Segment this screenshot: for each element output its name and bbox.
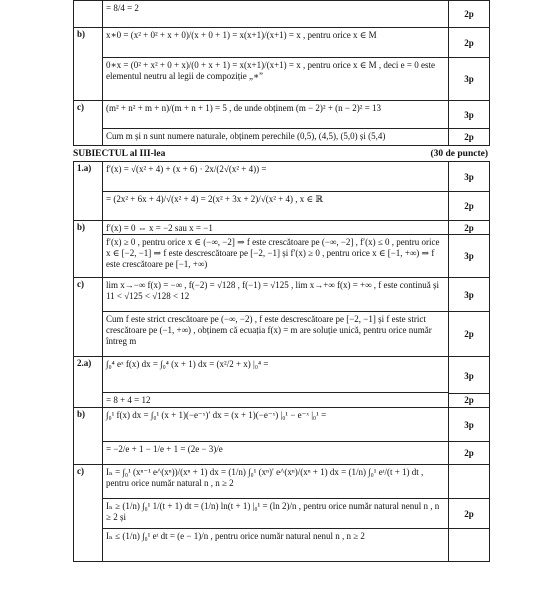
formula-line: (m² + n² + m + n)/(m + n + 1) = 5 , de unde obținem (m − 2)² + (n − 2)² = 13 (103, 101, 448, 129)
section-header (73, 146, 490, 161)
points-cell: 2p (449, 221, 489, 235)
formula-line: = 8/4 = 2 (106, 3, 139, 13)
formula-line: lim x→−∞ f(x) = −∞ , f(−2) = √128 , f(−1) = √125 , lim x→+∞ f(x) = +∞ , f este continuă și 11 < √125 < √128 < 12 (103, 278, 448, 312)
row-label: b) (74, 408, 103, 465)
points-cell: 2p (449, 1, 490, 28)
formula-line: ∫₀⁴ eˣ f(x) dx = ∫₀⁴ (x + 1) dx = (x²/2 + x) |₀⁴ = (103, 357, 448, 393)
answer-row (74, 408, 490, 465)
formula-line: f′(x) = √(x² + 4) + (x + 6) · 2x/(2√(x² + 4)) = (103, 162, 448, 192)
points-cell: 3p (464, 251, 474, 261)
formula-line: Iₙ = ∫₀¹ (xⁿ⁻¹ e^(xⁿ))/(xⁿ + 1) dx = (1/n) ∫₀¹ (xⁿ)′ e^(xⁿ)/(xⁿ + 1) dx = (1/n) ∫₀¹ eᵗ/(t + 1) dt , pentru orice număr natural n , n ≥ 2 (103, 465, 448, 499)
points-cell: 2p (449, 28, 489, 58)
points-cell (449, 465, 489, 499)
formula-line: Cum m și n sunt numere naturale, obținem perechile (0,5), (4,5), (5,0) și (5,4) (106, 131, 386, 141)
points-cell: 2p (464, 395, 474, 405)
barem-page (73, 0, 490, 562)
row-label: 2.a) (74, 357, 103, 408)
formula-line: Cum f este strict crescătoare pe (−∞, −2) , f este descrescătoare pe [−2, −1] și f este strict crescătoare pe (−1, +∞) , obținem că ecuația f(x) = m are soluție unică, pentru orice număr întreg m (106, 314, 432, 346)
part2-table (73, 0, 490, 146)
points-cell: 2p (464, 448, 474, 458)
answer-row (74, 221, 490, 278)
row-label: b) (74, 221, 103, 278)
section-points: (30 de puncte) (430, 149, 488, 159)
row-label: b) (74, 28, 103, 101)
answer-row (74, 278, 490, 357)
section-title: SUBIECTUL al III-lea (73, 149, 166, 159)
formula-line: Iₙ ≤ (1/n) ∫₀¹ eᵗ dt = (e − 1)/n , pentru orice număr natural nenul n , n ≥ 2 (106, 531, 365, 541)
section3-table (73, 161, 490, 562)
answer-row (74, 357, 490, 408)
formula-line: ∫₀¹ f(x) dx = ∫₀¹ (x + 1)(−e⁻ˣ)′ dx = (x + 1)(−e⁻ˣ) |₀¹ − e⁻ˣ |₀¹ = (103, 408, 448, 442)
formula-line: x∗0 = (x² + 0² + x + 0)/(x + 0 + 1) = x(x+1)/(x+1) = x , pentru orice x ∈ M (103, 28, 448, 58)
answer-row (74, 465, 490, 562)
points-cell: 3p (449, 408, 489, 442)
row-label: c) (74, 278, 103, 357)
formula-line: = 8 + 4 = 12 (106, 395, 151, 405)
formula-line: f′(x) = 0 ⇔ x = −2 sau x = −1 (103, 221, 448, 235)
formula-line: 0∗x = (0² + x² + 0 + x)/(0 + x + 1) = x(x+1)/(x+1) = x , pentru orice x ∈ M , deci e = 0 este elementul neutru al legii de compoziție „∗” (106, 60, 435, 81)
points-cell: 2p (464, 132, 474, 142)
points-cell (449, 529, 489, 561)
formula-line: = −2/e + 1 − 1/e + 1 = (2e − 3)/e (106, 444, 223, 454)
points-cell: 3p (449, 101, 489, 129)
row-label (74, 1, 103, 28)
row-label: 1.a) (74, 162, 103, 221)
formula-line: Iₙ ≥ (1/n) ∫₀¹ 1/(t + 1) dt = (1/n) ln(t + 1) |₀¹ = (ln 2)/n , pentru orice număr natural nenul n , n ≥ 2 și (103, 499, 448, 529)
points-cell: 3p (464, 74, 474, 84)
answer-row (74, 162, 490, 221)
row-label: c) (74, 465, 103, 562)
points-cell: 3p (449, 278, 489, 312)
row-label: c) (74, 101, 103, 146)
points-cell: 3p (449, 358, 489, 394)
points-cell: 2p (449, 499, 489, 529)
formula-line: = (2x² + 6x + 4)/√(x² + 4) = 2(x² + 3x + 2)/√(x² + 4) , x ∈ ℝ (106, 194, 323, 204)
points-cell: 2p (464, 329, 474, 339)
points-cell: 2p (464, 201, 474, 211)
points-cell: 3p (449, 162, 489, 192)
formula-line: f′(x) ≥ 0 , pentru orice x ∈ (−∞, −2] ⇒ f este crescătoare pe (−∞, −2] , f′(x) ≤ 0 , pentru orice x ∈ [−2, −1] ⇒ f este descrescătoare pe [−2, −1] și f′(x) ≥ 0 , pentru orice x ∈ [−1, +∞) ⇒ f este crescătoare pe [−1, +∞) (106, 237, 440, 269)
